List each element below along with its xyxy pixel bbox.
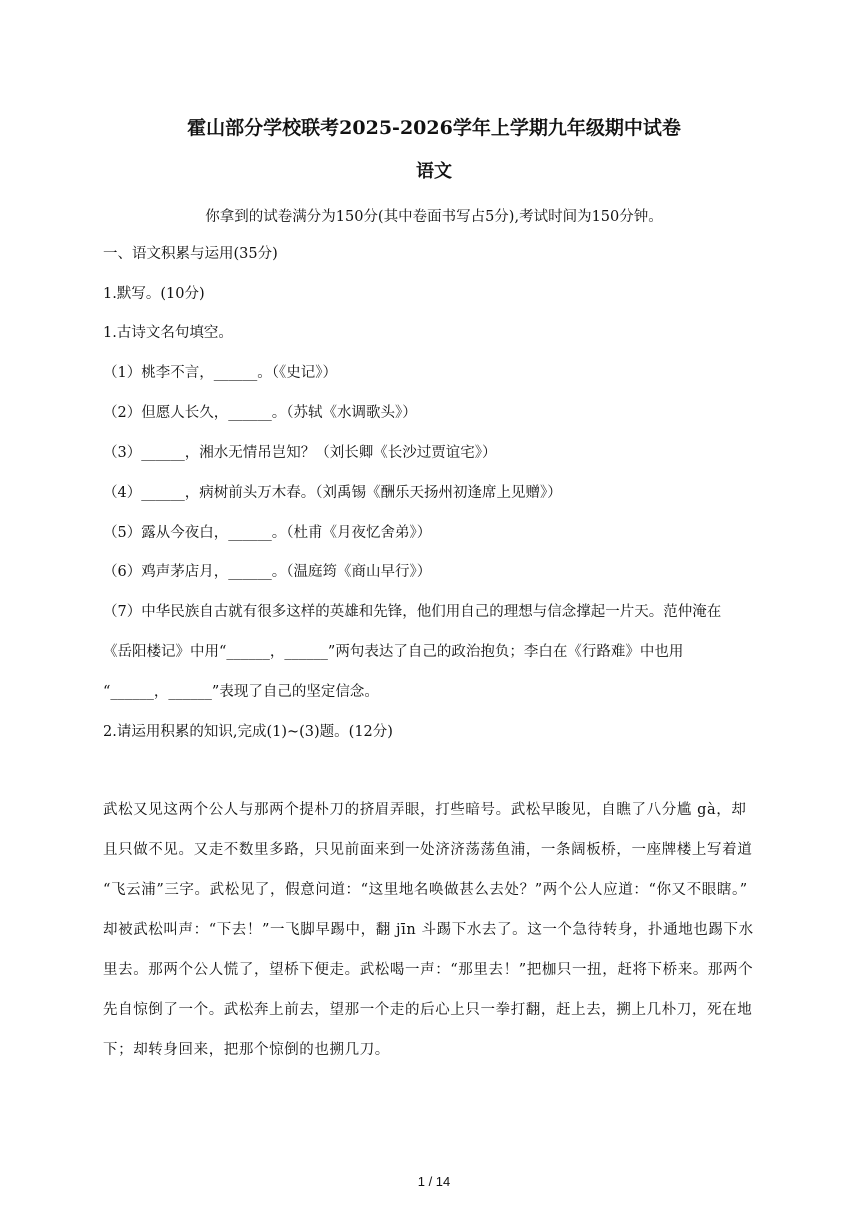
page-indicator: 1 / 14 [417,1174,451,1189]
passage-line: 里去。那两个公人慌了，望桥下便走。武松喝一声：“那里去！”把枷只一扭，赶将下桥来。那两个 [103,962,754,978]
passage-line: 却被武松叫声：“下去！”一飞脚早踢中，翻 jīn 斗踢下水去了。这一个急待转身，扑通地也踢下水 [103,922,754,938]
passage-line: 且只做不见。又走不数里多路，只见前面来到一处济济荡荡鱼浦，一条阔板桥，一座牌楼上写着道 [103,842,753,858]
fill-blank-item: （6）鸡声茅店月，______。（温庭筠《商山早行》） [103,564,432,580]
section-heading: 一、语文积累与运用(35分) [103,246,278,262]
fill-blank-item-continued: “______，______”表现了自己的坚定信念。 [103,684,379,700]
exam-instructions: 你拿到的试卷满分为150分(其中卷面书写占5分),考试时间为150分钟。 [205,209,663,225]
passage-line: 武松又见这两个公人与那两个提朴刀的挤眉弄眼，打些暗号。武松早睃见，自瞧了八分尴 gà，却 [103,802,747,818]
fill-blank-item: （4）______，病树前头万木春。（刘禹锡《酬乐天扬州初逢席上见赠》） [103,485,562,501]
fill-blank-item: （7）中华民族自古就有很多这样的英雄和先锋，他们用自己的理想与信念撑起一片天。范仲淹在 [103,604,722,620]
passage-line: 先自惊倒了一个。武松奔上前去，望那一个走的后心上只一拳打翻，赶上去，搠上几朴刀，死在地 [103,1002,753,1018]
passage-line: 下；却转身回来，把那个惊倒的也搠几刀。 [103,1042,390,1058]
question-1-subheading: 1.古诗文名句填空。 [103,325,233,341]
fill-blank-item-continued: 《岳阳楼记》中用“______，______”两句表达了自己的政治抱负；李白在《行路难》中也用 [103,644,684,660]
fill-blank-item: （2）但愿人长久，______。（苏轼《水调歌头》） [103,405,417,421]
fill-blank-item: （1）桃李不言，______。（《史记》） [103,365,337,381]
fill-blank-item: （5）露从今夜白，______。（杜甫《月夜忆舍弟》） [103,525,432,541]
fill-blank-item: （3）______，湘水无情吊岂知？（刘长卿《长沙过贾谊宅》） [103,445,497,461]
question-2-heading: 2.请运用积累的知识,完成(1)~(3)题。(12分) [103,724,393,740]
subject-title: 语文 [416,161,452,182]
exam-title: 霍山部分学校联考2025-2026学年上学期九年级期中试卷 [187,117,681,139]
passage-line: “飞云浦”三字。武松见了，假意问道：“这里地名唤做甚么去处？”两个公人应道：“你又不眼瞎。” [103,882,748,898]
question-1-heading: 1.默写。(10分) [103,286,205,302]
